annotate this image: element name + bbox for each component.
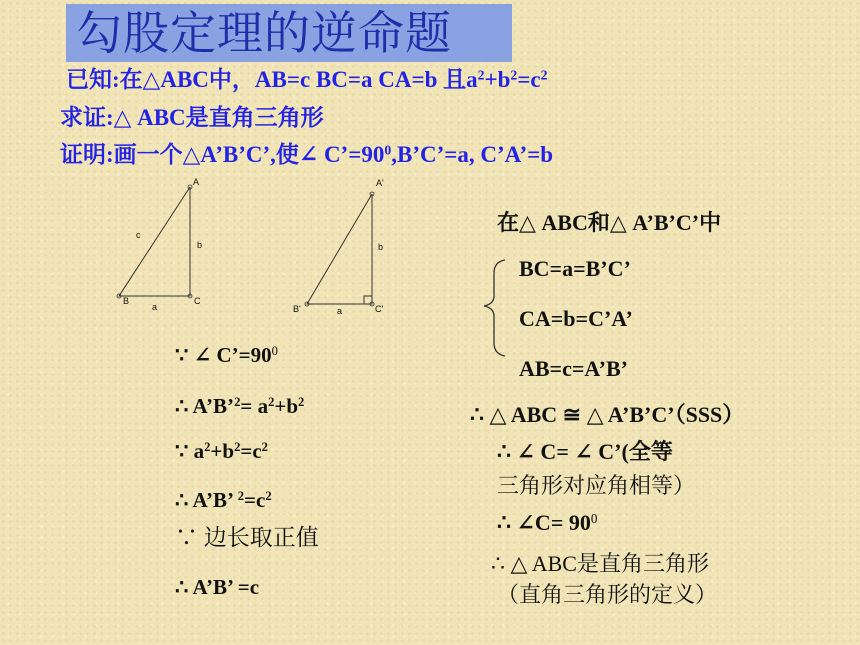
left-vertex-a: A [193,177,200,187]
left-vertex-b: B [123,296,130,306]
exponent: 2 [234,395,241,410]
step-text: ∴ △ ABC ≅ △ A’B’C’（SSS） [470,402,745,427]
right-side-a: a [337,306,343,316]
exponent: 2 [540,67,548,83]
step-text: ∴ A’B’ [175,488,238,512]
exponent: 2 [261,440,268,455]
proof-text: ,B’C’=a, C’A’=b [391,142,554,167]
exponent: 2 [234,440,241,455]
equation-bc [519,256,631,282]
prove-line: 求证:△ ABC是直角三角形 [60,105,324,130]
step-text: ∵ a [175,439,205,463]
step-text: 在△ ABC和△ A’B’C’中 [497,210,722,235]
exponent: 2 [510,67,518,83]
given-text: =c [517,67,541,92]
step-text: +b [274,394,299,418]
right-vertex-a: A' [376,178,384,188]
conclusion-reason: （直角三角形的定义） [497,582,718,607]
conclusion-line: ∴ △ ABC是直角三角形 [491,551,709,576]
step-angle-c [175,342,278,368]
step-text: ∴ ∠C= 90 [497,510,591,535]
corresponding-angle-reason: 三角形对应角相等） [497,473,696,498]
left-triangle [117,177,202,312]
step-text: BC=a=B’C’ [519,256,631,281]
exponent: 0 [590,510,598,526]
step-text: =c [244,488,266,512]
exponent: 2 [204,440,211,455]
given-text: +b [484,67,511,92]
step-positive-length: ∵ 边长取正值 [175,525,319,550]
exponent: 0 [384,142,392,158]
right-vertex-b: B' [293,304,301,314]
exponent: 2 [265,489,272,504]
given-label: 已知: [66,67,120,92]
step-text: CA=b=C’A’ [519,306,633,331]
page-title: 勾股定理的逆命题 [76,6,452,60]
step-given-relation [175,438,268,464]
left-side-a: a [152,302,158,312]
in-triangles-line [497,210,721,236]
step-text: +b [210,439,235,463]
corresponding-angle-line [497,439,673,465]
step-equal-squares [175,487,272,513]
right-vertex-c: C' [375,304,384,314]
equation-ab [519,356,628,382]
exponent: 2 [237,489,245,504]
brace [484,260,505,356]
exponent: 2 [477,67,485,83]
exponent: 0 [271,344,278,359]
step-text: ∴ ∠ C= ∠ C’(全等 [497,439,673,464]
step-text: ∵ ∠ C’=90 [175,343,272,367]
congruence-line [470,402,744,428]
left-vertex-c: C [194,296,201,306]
step-text: =c [240,439,262,463]
exponent: 2 [298,395,305,410]
proof-text: 证明:画一个△A’B’C’,使∠ C’=90 [60,142,385,167]
step-sides-equal [175,574,259,600]
right-side-b: b [378,242,384,252]
step-text: AB=c=A’B’ [519,356,628,381]
exponent: 2 [268,395,275,410]
step-text: = a [240,394,269,418]
right-triangle [293,178,384,316]
equation-ca [519,306,633,332]
right-angle-line [497,510,597,536]
left-side-c: c [136,230,141,240]
left-side-b: b [197,240,203,250]
step-text: ∴ A’B’ =c [175,575,260,599]
given-text: 在△ABC中，AB=c BC=a CA=b 且a [119,67,478,92]
step-hypotenuse-square [175,393,304,419]
step-text: ∴ A’B’ [175,394,235,418]
